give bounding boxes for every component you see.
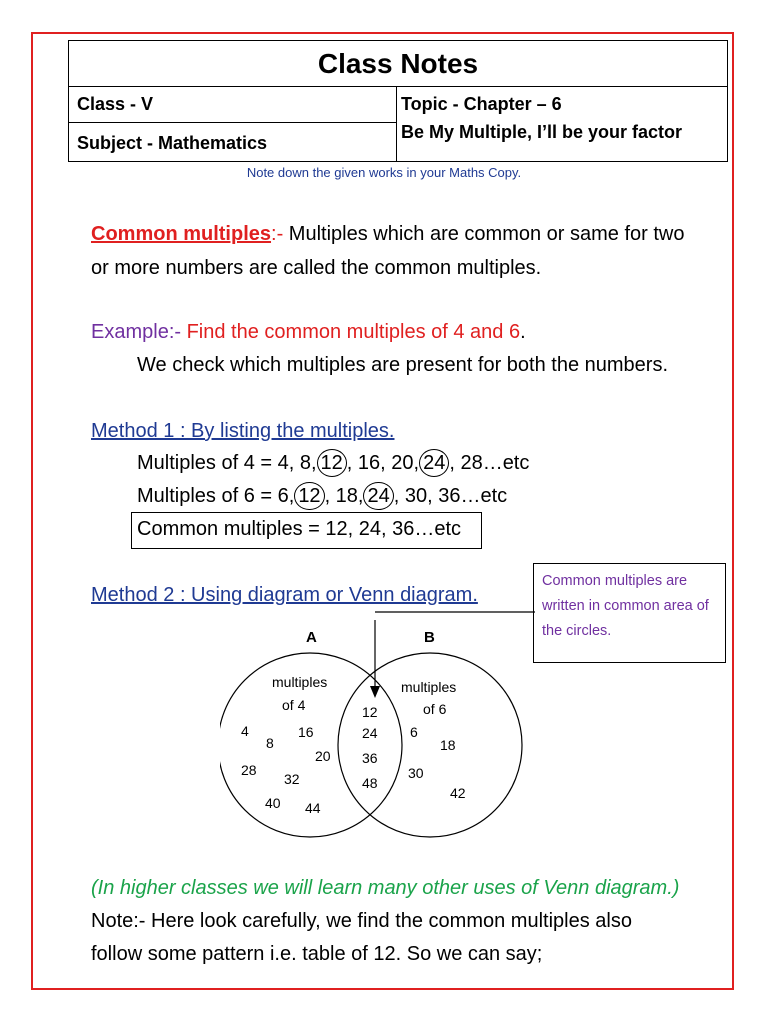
example-question: Find the common multiples of 4 and 6 [181,321,521,343]
venn-b-number: 6 [410,724,418,740]
method1-heading: Method 1 : By listing the multiples. [91,420,395,442]
m6-suffix: , 30, 36…etc [393,485,508,507]
circled-12: 12 [317,449,347,477]
venn-a-number: 8 [266,735,274,751]
venn-a-title-2: of 4 [282,697,306,713]
closing-note-1: Note:- Here look carefully, we find the common multiples also [91,910,632,932]
m4-suffix: , 28…etc [449,452,530,474]
definition-term: Common multiples [91,223,272,245]
venn-a-number: 44 [305,800,321,816]
multiples-of-6 [137,480,507,512]
topic-cell [397,87,727,161]
venn-a-number: 16 [298,724,314,740]
instruction-note: Note down the given works in your Maths Copy. [246,165,522,180]
venn-a-number: 4 [241,723,249,739]
venn-b-number: 18 [440,737,456,753]
venn-label-a: A [306,629,317,646]
class-label: Class - V [69,87,397,123]
venn-a-number: 32 [284,771,300,787]
definition-text-1: Multiples which are common or same for two [283,223,685,245]
subject-label: Subject - Mathematics [69,123,397,161]
callout-box: Common multiples are written in common area of the circles. [533,563,726,663]
venn-a-number: 28 [241,762,257,778]
venn-b-number: 30 [408,765,424,781]
circled-24: 24 [419,449,449,477]
italic-note: (In higher classes we will learn many other uses of Venn diagram.) [91,877,680,899]
arrow-head-icon [370,686,380,698]
venn-common-number: 48 [362,775,378,791]
venn-label-b: B [424,629,435,646]
circled-12: 12 [294,482,324,510]
definition-line-1 [91,218,684,250]
venn-a-number: 20 [315,748,331,764]
example-line [91,316,526,348]
venn-a-title-1: multiples [272,674,328,690]
closing-note-2: follow some pattern i.e. table of 12. So we can say; [91,943,543,965]
venn-b-number: 42 [450,785,466,801]
m4-prefix: Multiples of 4 = 4, 8, [137,452,317,474]
page-title: Class Notes [69,41,727,87]
topic-title: Be My Multiple, I’ll be your factor [401,122,683,142]
example-period: . [520,321,526,343]
header-table [68,40,728,162]
method2-heading: Method 2 : Using diagram or Venn diagram. [91,584,478,606]
circled-24: 24 [363,482,393,510]
venn-b-title-1: multiples [401,679,457,695]
venn-diagram [220,620,540,850]
example-label: Example:- [91,321,182,343]
venn-common-number: 36 [362,750,378,766]
example-check: We check which multiples are present for both the numbers. [137,354,668,376]
venn-b-title-2: of 6 [423,701,447,717]
topic-chapter: Topic - Chapter – 6 [401,94,562,114]
m6-prefix: Multiples of 6 = 6, [137,485,295,507]
definition-sep: :- [271,223,284,245]
multiples-of-4 [137,447,529,479]
m6-mid: , 18, [324,485,364,507]
venn-common-number: 24 [362,725,378,741]
definition-line-2: or more numbers are called the common multiples. [91,257,542,279]
callout-connector [370,608,540,616]
venn-a-number: 40 [265,795,281,811]
venn-common-number: 12 [362,704,378,720]
m4-mid: , 16, 20, [346,452,420,474]
common-multiples-result: Common multiples = 12, 24, 36…etc [137,518,462,540]
